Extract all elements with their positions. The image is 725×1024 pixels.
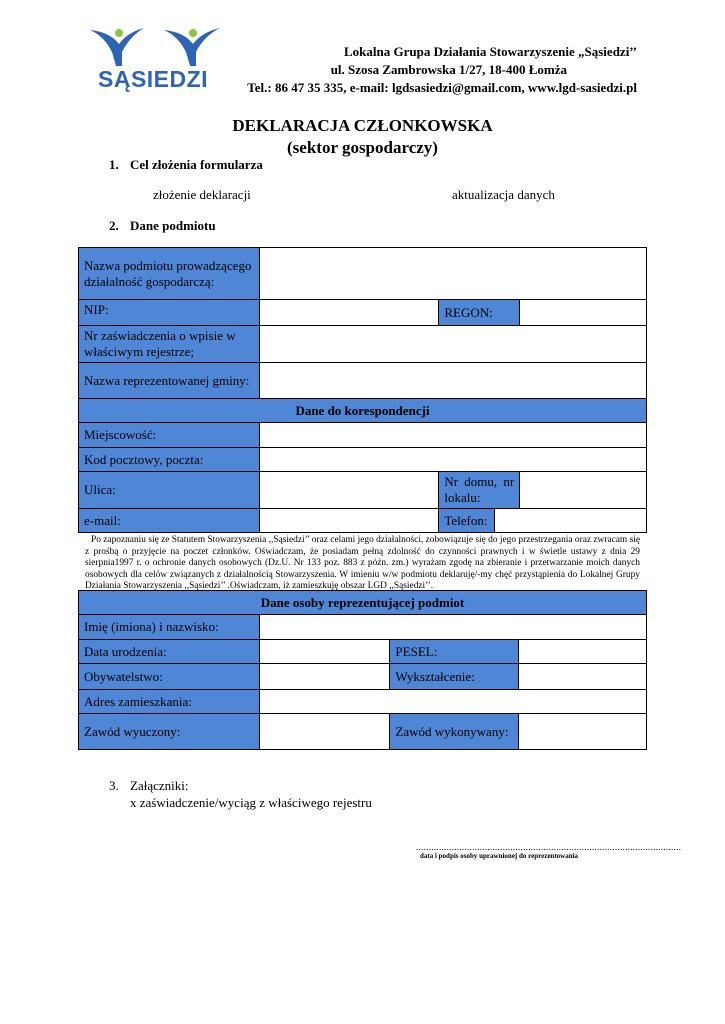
rep-name-label: Imię (imiona) i nazwisko:	[79, 615, 260, 640]
representative-header: Dane osoby reprezentującej podmiot	[79, 591, 647, 615]
residence-label: Adres zamieszkania:	[79, 690, 260, 714]
street-label: Ulica:	[79, 472, 260, 509]
phone-field[interactable]	[495, 509, 647, 533]
municipality-label: Nazwa reprezentowanej gminy:	[79, 363, 260, 399]
street-field[interactable]	[259, 472, 439, 509]
city-label: Miejscowość:	[79, 423, 260, 448]
option-new-declaration[interactable]: złożenie deklaracji	[153, 187, 251, 202]
house-number-label-line1: Nr domu, nr	[444, 474, 515, 489]
page-title: DEKLARACJA CZŁONKOWSKA	[232, 116, 493, 135]
pesel-field[interactable]	[519, 640, 647, 664]
logo-text: SĄSIEDZI	[98, 66, 209, 92]
section-1-number: 1.	[109, 157, 119, 172]
nip-field[interactable]	[259, 300, 439, 326]
section-1-title: Cel złożenia formularza	[130, 157, 263, 172]
profession-learned-field[interactable]	[259, 714, 390, 750]
profession-practiced-label: Zawód wykonywany:	[390, 714, 519, 750]
postal-code-label: Kod pocztowy, poczta:	[79, 448, 260, 472]
representative-table	[78, 590, 647, 750]
regon-field[interactable]	[520, 300, 647, 326]
phone-label: Telefon:	[439, 509, 495, 533]
profession-practiced-field[interactable]	[519, 714, 647, 750]
section-3-number: 3.	[109, 778, 119, 793]
postal-code-field[interactable]	[259, 448, 646, 472]
org-name: Lokalna Grupa Działania Stowarzyszenie „Sąsiedzi’’	[344, 44, 637, 59]
nip-label: NIP:	[79, 300, 260, 326]
correspondence-header: Dane do korespondencji	[79, 399, 647, 423]
entity-name-label: Nazwa podmiotu prowadzącego działalność gospodarczą:	[79, 248, 260, 300]
profession-learned-label: Zawód wyuczony:	[79, 714, 260, 750]
house-number-field[interactable]	[520, 472, 647, 509]
declaration-text: Po zapoznaniu się ze Statutem Stowarzyszenia ,,Sąsiedzi’’ oraz celami jego działalności, zobowiązuje się do jego przestrzegania oraz zwracam się z prośbą o przyjęcie na poczet członków. Oświadczam, że posiadam pełną zdolność do czynności prawnych i w świetle ustawy z dnia 29 sierpnia1997 r. o ochronie danych osobowych (Dz.U. Nr 133 poz. 883 z późn. zm.) wyrażam zgodę na zbieranie i przetwarzanie moich danych osobowych dla celów związanych z działalnością Stowarzyszenia. W imieniu w/w podmiotu deklaruję/-my chęć przystąpienia do Lokalnej Grupy Działania Stowarzyszenia ,,Sąsiedzi’’ .Oświadczam, iż zamieszkuję obszar LGD ,,Sąsiedzi’’.	[85, 535, 640, 591]
page-subtitle: (sektor gospodarczy)	[287, 138, 438, 157]
regon-label: REGON:	[439, 300, 520, 326]
logo	[86, 26, 226, 96]
org-contact: Tel.: 86 47 35 335, e-mail: lgdsasiedzi@gmail.com, www.lgd-sasiedzi.pl	[247, 80, 637, 95]
birth-date-label: Data urodzenia:	[79, 640, 260, 664]
org-address: ul. Szosa Zambrowska 1/27, 18-400 Łomża	[330, 62, 567, 77]
signature-caption: data i podpis osoby uprawnionej do reprezentowania	[420, 852, 579, 860]
citizenship-field[interactable]	[259, 664, 390, 690]
residence-field[interactable]	[259, 690, 646, 714]
registry-number-field[interactable]	[259, 326, 646, 363]
municipality-field[interactable]	[259, 363, 646, 399]
entity-name-field[interactable]	[259, 248, 646, 300]
section-3-title: Załączniki:	[130, 778, 189, 793]
pesel-label: PESEL:	[390, 640, 519, 664]
option-update-data[interactable]: aktualizacja danych	[452, 187, 555, 202]
section-2-title: Dane podmiotu	[130, 218, 216, 233]
registry-number-label: Nr zaświadczenia o wpisie w właściwym rejestrze;	[79, 326, 260, 363]
birth-date-field[interactable]	[259, 640, 390, 664]
citizenship-label: Obywatelstwo:	[79, 664, 260, 690]
rep-name-field[interactable]	[259, 615, 646, 640]
education-field[interactable]	[519, 664, 647, 690]
education-label: Wykształcenie:	[390, 664, 519, 690]
city-field[interactable]	[259, 423, 646, 448]
house-number-label-line2: lokalu:	[444, 490, 481, 505]
attachment-item: x zaświadczenie/wyciąg z właściwego rejestru	[130, 795, 372, 810]
signature-line: ........................................................................................................	[416, 842, 682, 852]
section-2-number: 2.	[109, 218, 119, 233]
entity-table	[78, 247, 647, 533]
email-field[interactable]	[259, 509, 439, 533]
house-number-label	[439, 472, 520, 509]
email-label: e-mail:	[79, 509, 260, 533]
